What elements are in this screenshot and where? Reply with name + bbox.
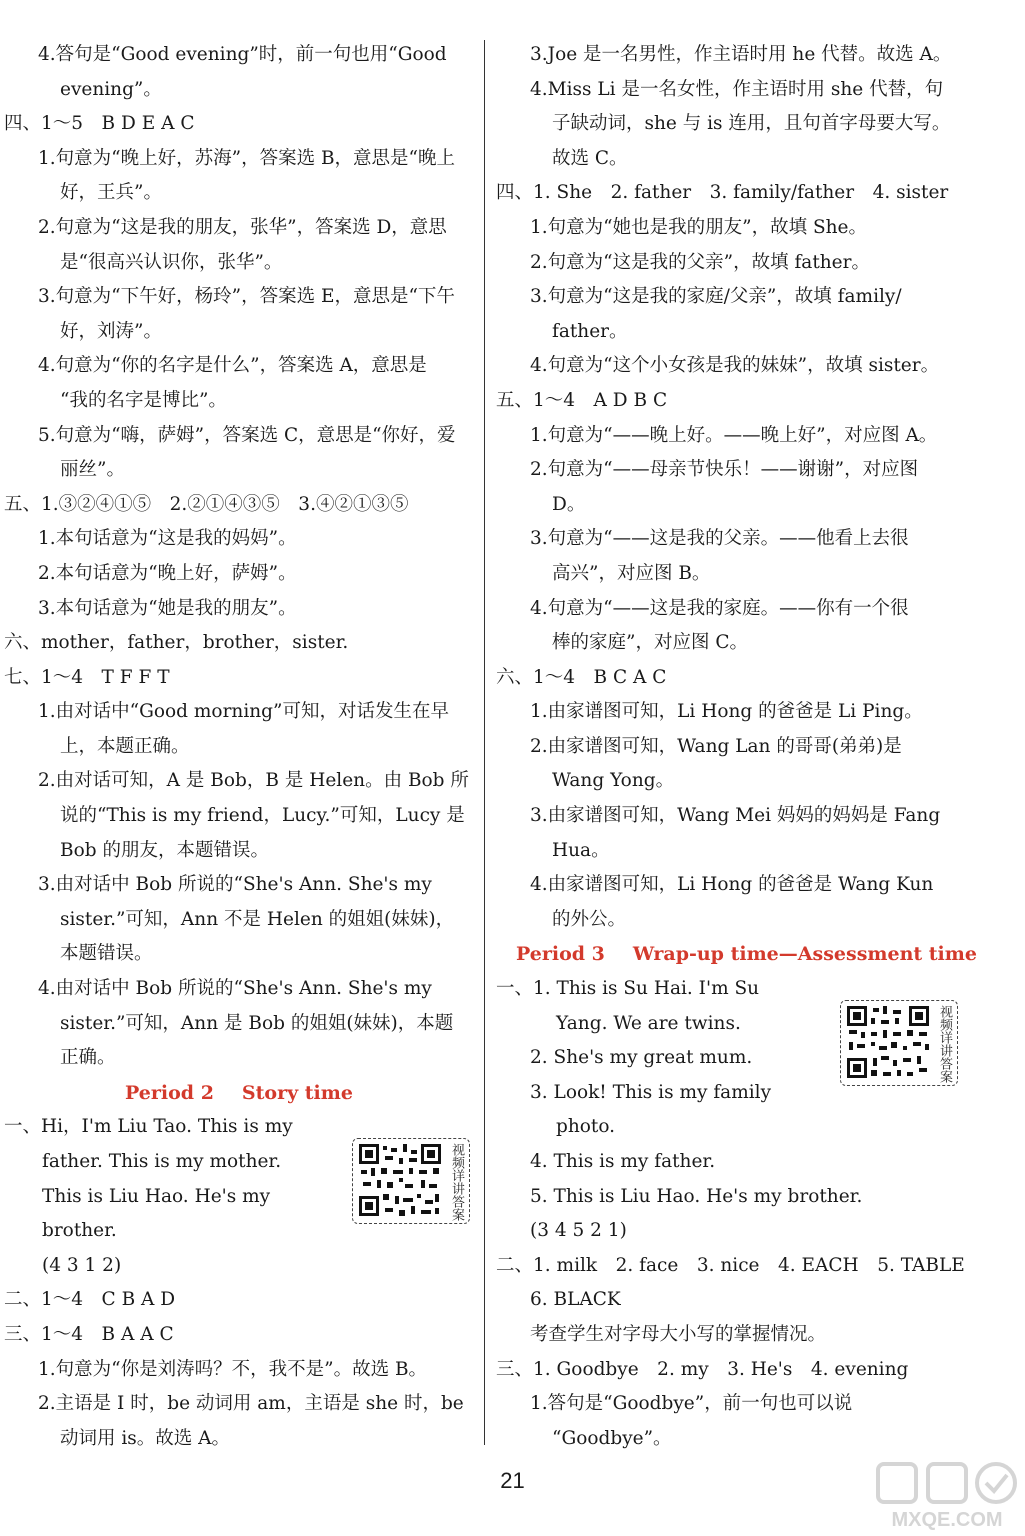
answer-line: father. This is my mother. — [42, 1151, 282, 1172]
section-line: 五、1.③②④①⑤ 2.②①④③⑤ 3.④②①③⑤ — [4, 493, 409, 515]
answer-line: 2.由对话可知，A 是 Bob，B 是 Helen。由 Bob 所 — [38, 770, 469, 792]
period-3-heading — [492, 937, 977, 972]
answer-line: Yang. We are twins. — [556, 1012, 741, 1034]
answer-line: 4.Miss Li 是一名女性，作主语时用 she 代替，句 — [530, 78, 944, 100]
answer-line: 2.由家谱图可知，Wang Lan 的哥哥(弟弟)是 — [530, 735, 902, 757]
qr-caption: 视频详讲答案 — [449, 1143, 464, 1221]
answer-line: 3.句意为“——这是我的父亲。——他看上去很 — [530, 528, 909, 550]
answer-line: 3.本句话意为“她是我的朋友”。 — [38, 597, 297, 619]
answer-line: Bob 的朋友，本题错误。 — [60, 839, 269, 861]
answer-line: 的外公。 — [552, 908, 627, 930]
answer-line: 4.句意为“这个小女孩是我的妹妹”，故填 sister。 — [530, 355, 940, 377]
answer-line: 6. BLACK — [530, 1289, 621, 1311]
qr-caption: 视频详讲答案 — [937, 1005, 952, 1083]
answer-line: 4.由对话中 Bob 所说的“She's Ann. She's my — [38, 978, 432, 1000]
answer-line: 2.句意为“这是我的朋友，张华”，答案选 D，意思 — [38, 216, 447, 238]
qr-code-icon — [359, 1144, 443, 1218]
period-label: Period 2 — [125, 1081, 214, 1104]
section-line: 六、mother，father，brother，sister. — [4, 632, 349, 654]
answer-line: 3.Joe 是一名男性，作主语时用 he 代替。故选 A。 — [530, 44, 952, 65]
section-line: 一、Hi，I'm Liu Tao. This is my — [4, 1116, 293, 1138]
answer-line: 1.本句话意为“这是我的妈妈”。 — [38, 528, 297, 550]
watermark-text: MXQE.COM — [891, 1509, 1003, 1531]
answer-line: 棒的家庭”，对应图 C。 — [552, 632, 748, 654]
section-line: 三、1. Goodbye 2. my 3. He's 4. evening — [496, 1358, 909, 1380]
answer-line: 1.答句是“Goodbye”，前一句也可以说 — [530, 1393, 853, 1415]
period-title: Wrap-up time—Assessment time — [632, 943, 977, 966]
section-line: 二、1. milk 2. face 3. nice 4. EACH 5. TABLE — [496, 1254, 965, 1276]
answer-line: 本题错误。 — [60, 943, 153, 965]
answer-block — [0, 38, 478, 1076]
answer-line: 4.由家谱图可知，Li Hong 的爸爸是 Wang Kun — [530, 874, 934, 896]
answer-line: This is Liu Hao. He's my — [42, 1185, 271, 1207]
answer-line: Wang Yong。 — [552, 770, 675, 792]
answer-line: 3.句意为“下午好，杨玲”，答案选 E，意思是“下午 — [38, 286, 455, 308]
answer-line: 3.句意为“这是我的家庭/父亲”，故填 family/ — [530, 286, 902, 308]
video-answer-qr-code[interactable] — [840, 1000, 958, 1086]
answer-line: sister.”可知，Ann 是 Bob 的姐姐(妹妹)，本题 — [60, 1012, 454, 1034]
right-column — [492, 38, 977, 1456]
video-answer-qr-code[interactable] — [352, 1138, 470, 1224]
page-number: 21 — [500, 1468, 525, 1493]
answer-line: father。 — [552, 320, 628, 342]
answer-line: sister.”可知，Ann 不是 Helen 的姐姐(妹妹)， — [60, 908, 455, 930]
answer-line: 1.由家谱图可知，Li Hong 的爸爸是 Li Ping。 — [530, 701, 923, 723]
answer-line: 考查学生对字母大小写的掌握情况。 — [530, 1323, 827, 1345]
answer-line: 动词用 is。故选 A。 — [60, 1427, 231, 1449]
answer-line: 上，本题正确。 — [60, 735, 190, 757]
answer-line: 2.句意为“这是我的父亲”，故填 father。 — [530, 251, 870, 273]
answer-line: 故选 C。 — [552, 147, 628, 169]
answer-line: 4.答句是“Good evening”时，前一句也用“Good — [38, 44, 447, 65]
section-line: 三、1～4 B A A C — [4, 1323, 174, 1345]
answer-line: 2.句意为“——母亲节快乐！——谢谢”，对应图 — [530, 459, 919, 481]
section-line: 四、1. She 2. father 3. family/father 4. sister — [496, 182, 949, 204]
answer-line: 1.句意为“晚上好，苏海”，答案选 B，意思是“晚上 — [38, 147, 456, 169]
answer-line: 好，刘涛”。 — [60, 320, 162, 342]
answer-line: (3 4 5 2 1) — [530, 1220, 627, 1242]
period-title: Story time — [241, 1081, 353, 1104]
period-2-heading — [0, 1076, 478, 1111]
section-line: 七、1～4 T F F T — [4, 666, 170, 688]
answer-line: evening”。 — [60, 78, 162, 100]
answer-line: 子缺动词，she 与 is 连用，且句首字母要大写。 — [552, 113, 951, 135]
section-line: 六、1～4 B C A C — [496, 666, 667, 688]
period-label: Period 3 — [516, 943, 605, 966]
answer-block — [492, 38, 972, 937]
answer-line: 1.由对话中“Good morning”可知，对话发生在早 — [38, 701, 449, 723]
answer-line: 5. This is Liu Hao. He's my brother. — [530, 1185, 863, 1207]
answer-line: D。 — [552, 493, 586, 515]
answer-line: 好，王兵”。 — [60, 182, 162, 204]
answer-line: 3.由家谱图可知，Wang Mei 妈妈的妈妈是 Fang — [530, 805, 941, 827]
answer-line: 2. She's my great mum. — [530, 1047, 753, 1069]
section-line: 一、1. This is Su Hai. I'm Su — [496, 978, 760, 1000]
answer-line: 4. This is my father. — [530, 1151, 716, 1172]
answer-line: photo. — [556, 1116, 616, 1138]
answer-line: 4.句意为“——这是我的家庭。——你有一个很 — [530, 597, 909, 619]
left-column — [0, 38, 478, 1456]
answer-line: 高兴”，对应图 B。 — [552, 562, 711, 584]
answer-line: 2.主语是 I 时，be 动词用 am，主语是 she 时，be — [38, 1393, 464, 1415]
section-line: 五、1～4 A D B C — [496, 389, 668, 411]
answer-line: 3. Look! This is my family — [530, 1081, 772, 1103]
answer-line: 1.句意为“——晚上好。——晚上好”，对应图 A。 — [530, 424, 938, 446]
answer-line: Hua。 — [552, 839, 610, 861]
answer-line: 丽丝”。 — [60, 459, 125, 481]
column-divider — [484, 40, 485, 1445]
answer-line: 2.本句话意为“晚上好，萨姆”。 — [38, 562, 297, 584]
section-line: 四、1～5 B D E A C — [4, 113, 195, 135]
answer-line: 正确。 — [60, 1047, 116, 1069]
watermark-icon — [872, 1458, 1022, 1508]
section-line: 二、1～4 C B A D — [4, 1289, 176, 1311]
answer-line: 说的“This is my friend，Lucy.”可知，Lucy 是 — [60, 805, 465, 827]
answer-line: 5.句意为“嗨，萨姆”，答案选 C，意思是“你好，爱 — [38, 424, 456, 446]
answer-line: 1.句意为“她也是我的朋友”，故填 She。 — [530, 216, 867, 238]
answer-line: 3.由对话中 Bob 所说的“She's Ann. She's my — [38, 874, 432, 896]
answer-line: (4 3 1 2) — [42, 1254, 122, 1276]
answer-line: “我的名字是博比”。 — [60, 389, 227, 411]
answer-line: 4.句意为“你的名字是什么”，答案选 A，意思是 — [38, 355, 427, 377]
watermark-logo — [872, 1458, 1022, 1534]
answer-line: brother. — [42, 1220, 117, 1242]
qr-code-icon — [847, 1006, 931, 1080]
answer-line: “Goodbye”。 — [552, 1427, 672, 1449]
answer-line: 是“很高兴认识你，张华”。 — [60, 251, 283, 273]
answer-line: 1.句意为“你是刘涛吗？不，我不是”。故选 B。 — [38, 1358, 428, 1380]
